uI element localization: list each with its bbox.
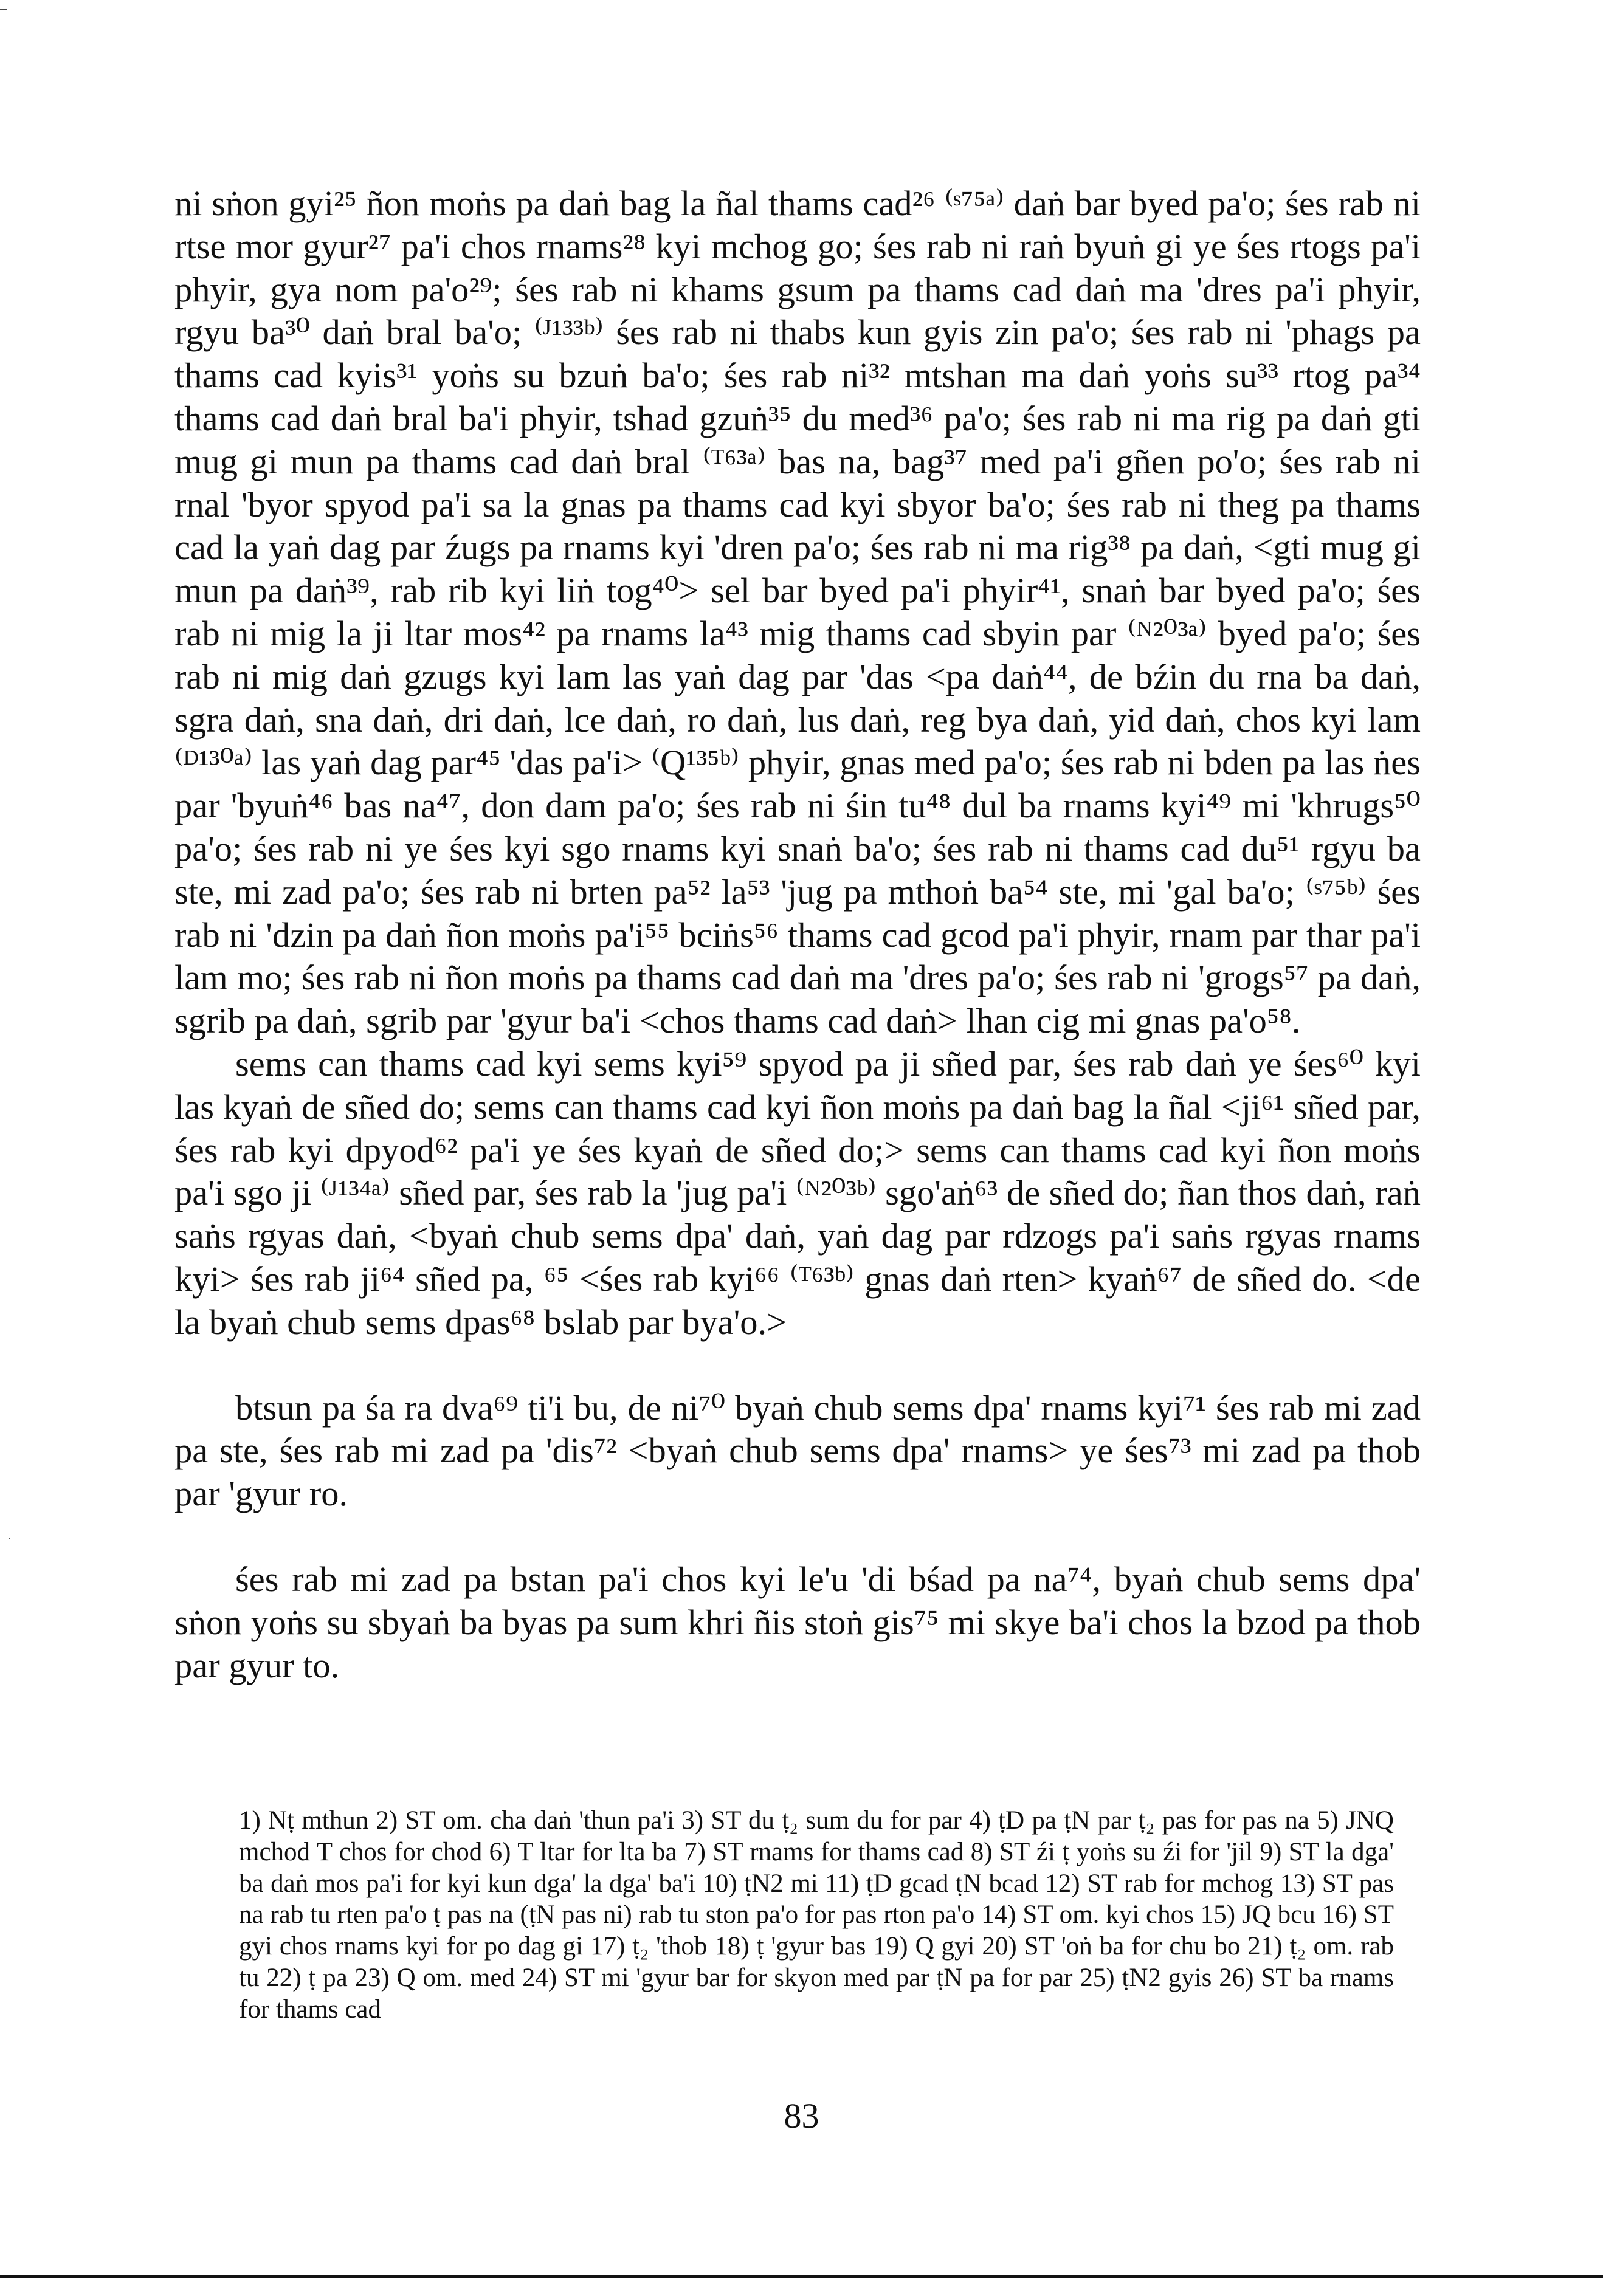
scan-dot <box>9 1538 10 1539</box>
bottom-border <box>0 2275 1603 2278</box>
paragraph-1: ni sṅon gyi²⁵ ñon moṅs pa daṅ bag la ñal thams cad²⁶ ⁽ˢ⁷⁵ᵃ⁾ daṅ bar byed pa'o; śes rab ni rtse mor gyur²⁷ pa'i chos rnams²⁸ kyi mchog go; śes rab ni raṅ byuṅ gi ye śes rtogs pa'i phyir, gya nom pa'o²⁹; śes rab ni khams gsum pa thams cad daṅ ma 'dres pa'i phyir, rgyu ba³⁰ daṅ bral ba'o; ⁽ᴶ¹³³ᵇ⁾ śes rab ni thabs kun gyis zin pa'o; śes rab ni 'phags pa thams cad kyis³¹ yoṅs su bzuṅ ba'o; śes rab ni³² mtshan ma daṅ yoṅs su³³ rtog pa³⁴ thams cad daṅ bral ba'i phyir, tshad gzuṅ³⁵ du med³⁶ pa'o; śes rab ni ma rig pa daṅ gti mug gi mun pa thams cad daṅ bral ⁽ᵀ⁶³ᵃ⁾ bas na, bag³⁷ med pa'i gñen po'o; śes rab ni rnal 'byor spyod pa'i sa la gnas pa thams cad kyi sbyor ba'o; śes rab ni theg pa thams cad la yaṅ dag par źugs pa rnams kyi 'dren pa'o; śes rab ni ma rig³⁸ pa daṅ, <gti mug gi mun pa daṅ³⁹, rab rib kyi liṅ tog⁴⁰> sel bar byed pa'i phyir⁴¹, snaṅ bar byed pa'o; śes rab ni mig la ji ltar mos⁴² pa rnams la⁴³ mig thams cad sbyin par ⁽ᴺ²⁰³ᵃ⁾ byed pa'o; śes rab ni mig daṅ gzugs kyi lam las yaṅ dag par 'das <pa daṅ⁴⁴, de bźin du rna ba daṅ, sgra daṅ, sna daṅ, dri daṅ, lce daṅ, ro daṅ, lus daṅ, reg bya daṅ, yid daṅ, chos kyi lam ⁽ᴰ¹³⁰ᵃ⁾ las yaṅ dag par⁴⁵ 'das pa'i> ⁽Q¹³⁵ᵇ⁾ phyir, gnas med pa'o; śes rab ni bden pa las ṅes par 'byuṅ⁴⁶ bas na⁴⁷, don dam pa'o; śes rab ni śin tu⁴⁸ dul ba rnams kyi⁴⁹ mi 'khrugs⁵⁰ pa'o; śes rab ni ye śes kyi sgo rnams kyi snaṅ ba'o; śes rab ni thams cad du⁵¹ rgyu ba ste, mi zad pa'o; śes rab ni brten pa⁵² la⁵³ 'jug pa mthoṅ ba⁵⁴ ste, mi 'gal ba'o; ⁽ˢ⁷⁵ᵇ⁾ śes rab ni 'dzin pa daṅ ñon moṅs pa'i⁵⁵ bciṅs⁵⁶ thams cad gcod pa'i phyir, rnam par thar pa'i lam mo; śes rab ni ñon moṅs pa thams cad daṅ ma 'dres pa'o; śes rab ni 'grogs⁵⁷ pa daṅ, sgrib pa daṅ, sgrib par 'gyur ba'i <chos thams cad daṅ> lhan cig mi gnas pa'o⁵⁸. <box>174 184 1421 1041</box>
paragraph-2: sems can thams cad kyi sems kyi⁵⁹ spyod pa ji sñed par, śes rab daṅ ye śes⁶⁰ kyi las kyaṅ de sñed do; sems can thams cad kyi ñon moṅs pa daṅ bag la ñal <ji⁶¹ sñed par, śes rab kyi dpyod⁶² pa'i ye śes kyaṅ de sñed do;> sems can thams cad kyi ñon moṅs pa'i sgo ji ⁽ᴶ¹³⁴ᵃ⁾ sñed par, śes rab la 'jug pa'i ⁽ᴺ²⁰³ᵇ⁾ sgo'aṅ⁶³ de sñed do; ñan thos daṅ, raṅ saṅs rgyas daṅ, <byaṅ chub sems dpa' daṅ, yaṅ dag par rdzogs pa'i saṅs rgyas rnams kyi> śes rab ji⁶⁴ sñed pa, ⁶⁵ <śes rab kyi⁶⁶ ⁽ᵀ⁶³ᵇ⁾ gnas daṅ rten> kyaṅ⁶⁷ de sñed do. <de la byaṅ chub sems dpas⁶⁸ bslab par bya'o.> <box>174 1043 1421 1342</box>
scan-corner-mark <box>0 9 7 10</box>
body-text <box>174 182 1421 1687</box>
footnotes: 1) Nṭ mthun 2) ST om. cha daṅ 'thun pa'i 3) ST du ṭ₂ sum du for par 4) ṭD pa ṭN par ṭ₂ pas for pas na 5) JNQ mchod T chos for chod 6) T ltar for lta ba 7) ST rnams for thams cad 8) ST źi ṭ yoṅs su źi for 'jil 9) ST la dga' ba daṅ mos pa'i for kyi kun dga' la dga' ba'i 10) ṭN2 mi 11) ṭD gcad ṭN bcad 12) ST rab for mchog 13) ST pas na rab tu rten pa'o ṭ pas na (ṭN pas ni) rab tu ston pa'o for pas rton pa'o 14) ST om. kyi chos 15) JQ bcu 16) ST gyi chos rnams kyi for po dag gi 17) ṭ₂ 'thob 18) ṭ 'gyur bas 19) Q gyi 20) ST 'oṅ ba for chu bo 21) ṭ₂ om. rab tu 22) ṭ pa 23) Q om. med 24) ST mi 'gyur bar for skyon med par ṭN pa for par 25) ṭN2 gyis 26) ST ba rnams for thams cad <box>239 1806 1394 2024</box>
page-number: 83 <box>784 2096 819 2136</box>
paragraph-4: śes rab mi zad pa bstan pa'i chos kyi le'u 'di bśad pa na⁷⁴, byaṅ chub sems dpa' sṅon yoṅs su sbyaṅ ba byas pa sum khri ñis stoṅ gis⁷⁵ mi skye ba'i chos la bzod pa thob par gyur to. <box>174 1559 1421 1685</box>
paragraph-3: btsun pa śa ra dva⁶⁹ ti'i bu, de ni⁷⁰ byaṅ chub sems dpa' rnams kyi⁷¹ śes rab mi zad pa ste, śes rab mi zad pa 'dis⁷² <byaṅ chub sems dpa' rnams> ye śes⁷³ mi zad pa thob par 'gyur ro. <box>174 1387 1421 1514</box>
